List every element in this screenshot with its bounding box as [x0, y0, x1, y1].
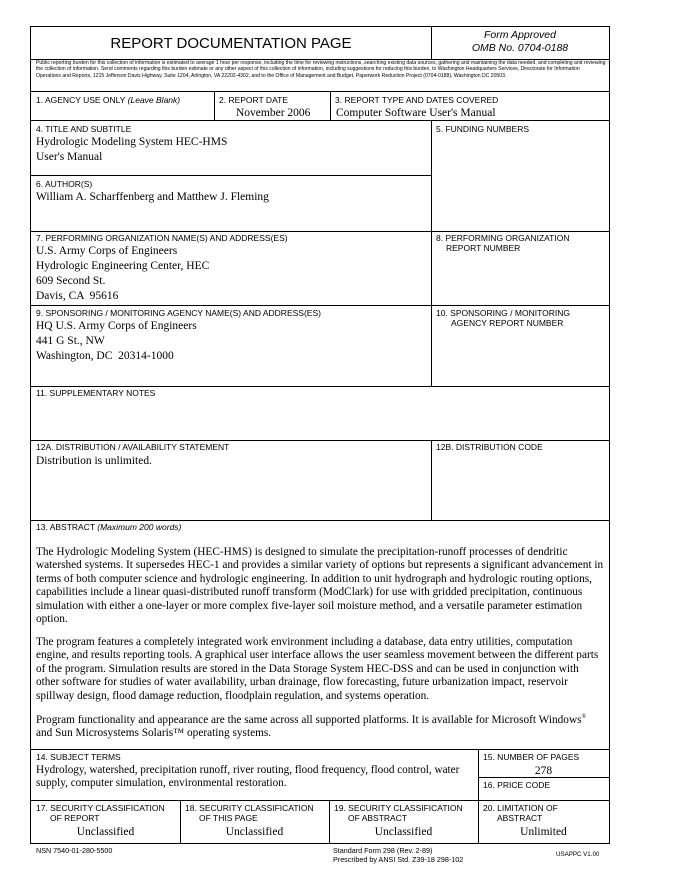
- report-documentation-form: [30, 26, 610, 844]
- sponsoring-agency-line: Washington, DC 20314-1000: [36, 350, 174, 362]
- security-abstract-label-1: 19. SECURITY CLASSIFICATION: [334, 803, 463, 813]
- abstract-paragraph-3-text: and Sun Microsystems Solaris™ operating systems.: [36, 727, 272, 740]
- sponsoring-agency-label: 9. SPONSORING / MONITORING AGENCY NAME(S) AND ADDRESS(ES): [36, 308, 321, 318]
- abstract-paragraph-2: The program features a completely integrated work environment including a database, data entry utilities, computation engine, and results reporting tools. A graphical user interface allows the user seamless movement between the different parts of the program. Simulation results are stored in the Data Storage System HEC-DSS and can be used in conjunction with other software for studies of water availability, urban drainage, flow forecasting, future urbanization impact, reservoir spillway design, flood damage reduction, floodplain regulation, and systems operation.: [36, 636, 599, 702]
- security-abstract-value: Unclassified: [374, 826, 433, 838]
- sponsoring-report-number-label-2: AGENCY REPORT NUMBER: [451, 318, 564, 328]
- title-subtitle-label: 4. TITLE AND SUBTITLE: [36, 124, 132, 134]
- burden-statement: Public reporting burden for this collection of information is estimated to average 1 hour per response, including the time for reviewing instructions, searching existing data sources, gathering and maintaining the data needed, and completing and reviewing the collection of information. Send comments regarding this burden estimate or any other aspect of this collection of information, including suggestions for reducing this burden, to Washington Headquarters Services, Directorate for Information Operations and Reports, 1215 Jefferson Davis Highway, Suite 1204, Arlington, VA 22202-4302, and to the Office of Management and Budget, Paperwork Reduction Project (0704-0188), Washington DC 20503.: [36, 60, 606, 79]
- report-type-value: Computer Software User's Manual: [336, 107, 496, 119]
- performing-org-line: U.S. Army Corps of Engineers: [36, 245, 178, 257]
- divider: [31, 175, 431, 176]
- limitation-label-2: ABSTRACT: [497, 813, 543, 823]
- divider: [214, 91, 215, 120]
- divider: [31, 520, 609, 521]
- divider: [31, 800, 609, 801]
- performing-report-number-label-1: 8. PERFORMING ORGANIZATION: [436, 233, 570, 243]
- subject-terms-label: 14. SUBJECT TERMS: [36, 752, 121, 762]
- divider: [478, 777, 609, 778]
- abstract-label: [36, 522, 181, 532]
- supplementary-notes-label: 11. SUPPLEMENTARY NOTES: [36, 388, 156, 398]
- page-title: REPORT DOCUMENTATION PAGE: [110, 35, 352, 52]
- distribution-code-label: 12B. DISTRIBUTION CODE: [436, 442, 543, 452]
- omb-approval: [431, 29, 609, 55]
- divider: [31, 386, 609, 387]
- subtitle-value: User's Manual: [36, 151, 103, 163]
- divider: [431, 120, 432, 231]
- security-report-value: Unclassified: [76, 826, 135, 838]
- omb-number-text: OMB No. 0704-0188: [471, 42, 569, 54]
- report-type-label: 3. REPORT TYPE AND DATES COVERED: [335, 95, 499, 105]
- authors-value: William A. Scharffenberg and Matthew J. Fleming: [36, 191, 269, 203]
- performing-org-line: 609 Second St.: [36, 275, 106, 287]
- sponsoring-agency-line: HQ U.S. Army Corps of Engineers: [36, 320, 197, 332]
- price-code-label: 16. PRICE CODE: [483, 780, 551, 790]
- agency-use-note: (Leave Blank): [127, 95, 181, 105]
- title-value: Hydrologic Modeling System HEC-HMS: [36, 136, 228, 148]
- sponsoring-agency-line: 441 G St., NW: [36, 335, 105, 347]
- security-report-label-1: 17. SECURITY CLASSIFICATION: [36, 803, 165, 813]
- funding-numbers-label: 5. FUNDING NUMBERS: [436, 124, 530, 134]
- performing-org-label: 7. PERFORMING ORGANIZATION NAME(S) AND ADDRESS(ES): [36, 233, 288, 243]
- distribution-statement-label: 12A. DISTRIBUTION / AVAILABILITY STATEMENT: [36, 442, 230, 452]
- security-page-label-2: OF THIS PAGE: [199, 813, 258, 823]
- agency-use-field: [36, 95, 180, 105]
- performing-org-line: Davis, CA 95616: [36, 290, 119, 302]
- security-abstract-label-2: OF ABSTRACT: [348, 813, 408, 823]
- performing-org-line: Hydrologic Engineering Center, HEC: [36, 260, 210, 272]
- security-report-label-2: OF REPORT: [50, 813, 100, 823]
- divider: [31, 120, 609, 121]
- divider: [431, 440, 432, 520]
- divider: [330, 91, 331, 120]
- distribution-statement-value: Distribution is unlimited.: [36, 455, 152, 467]
- prescribed-by: Prescribed by ANSI Std. Z39-18 298-102: [333, 855, 464, 864]
- authors-label: 6. AUTHOR(S): [36, 179, 93, 189]
- divider: [431, 305, 432, 386]
- sponsoring-report-number-label-1: 10. SPONSORING / MONITORING: [436, 308, 570, 318]
- form-approved-text: Form Approved: [484, 29, 556, 41]
- abstract-label-text: 13. ABSTRACT: [36, 522, 98, 532]
- limitation-value: Unlimited: [520, 826, 567, 838]
- divider: [31, 91, 609, 92]
- divider: [31, 305, 609, 306]
- registered-mark: ®: [581, 714, 587, 721]
- number-of-pages-value: 278: [534, 765, 553, 777]
- divider: [31, 440, 609, 441]
- security-page-label-1: 18. SECURITY CLASSIFICATION: [185, 803, 314, 813]
- abstract-paragraph-3-text: Program functionality and appearance are the same across all supported platforms. It is available for Microsoft Windows: [36, 714, 582, 726]
- report-date-label: 2. REPORT DATE: [219, 95, 288, 105]
- report-date-value: November 2006: [236, 107, 311, 119]
- abstract-label-note: (Maximum 200 words): [97, 522, 182, 532]
- standard-form: Standard Form 298 (Rev. 2-89): [333, 846, 433, 855]
- subject-terms-value: Hydrology, watershed, precipitation runoff, river routing, flood frequency, flood control, water supply, computer simulation, environmental restoration.: [36, 764, 460, 790]
- divider: [31, 749, 609, 750]
- agency-use-label: 1. AGENCY USE ONLY: [36, 95, 128, 105]
- version-code: USAPPC V1.00: [556, 851, 600, 858]
- divider: [431, 231, 432, 305]
- performing-report-number-label-2: REPORT NUMBER: [446, 243, 521, 253]
- divider: [31, 231, 609, 232]
- number-of-pages-label: 15. NUMBER OF PAGES: [483, 752, 580, 762]
- limitation-label-1: 20. LIMITATION OF: [483, 803, 558, 813]
- nsn-number: NSN 7540-01-280-5500: [36, 846, 113, 855]
- abstract-paragraph-3: [36, 714, 604, 741]
- security-page-value: Unclassified: [225, 826, 284, 838]
- abstract-paragraph-1: The Hydrologic Modeling System (HEC-HMS) is designed to simulate the precipitation-runoff processes of dendritic watershed systems. It supersedes HEC-1 and provides a similar variety of options but represents a significant advancement in terms of both computer science and hydrologic engineering. In addition to unit hydrograph and hydrologic routing options, capabilities include a linear quasi-distributed runoff transform (ModClark) for use with gridded precipitation, continuous simulation with either a one-layer or more complex five-layer soil moisture method, and a versatile parameter estimation option.: [36, 546, 604, 626]
